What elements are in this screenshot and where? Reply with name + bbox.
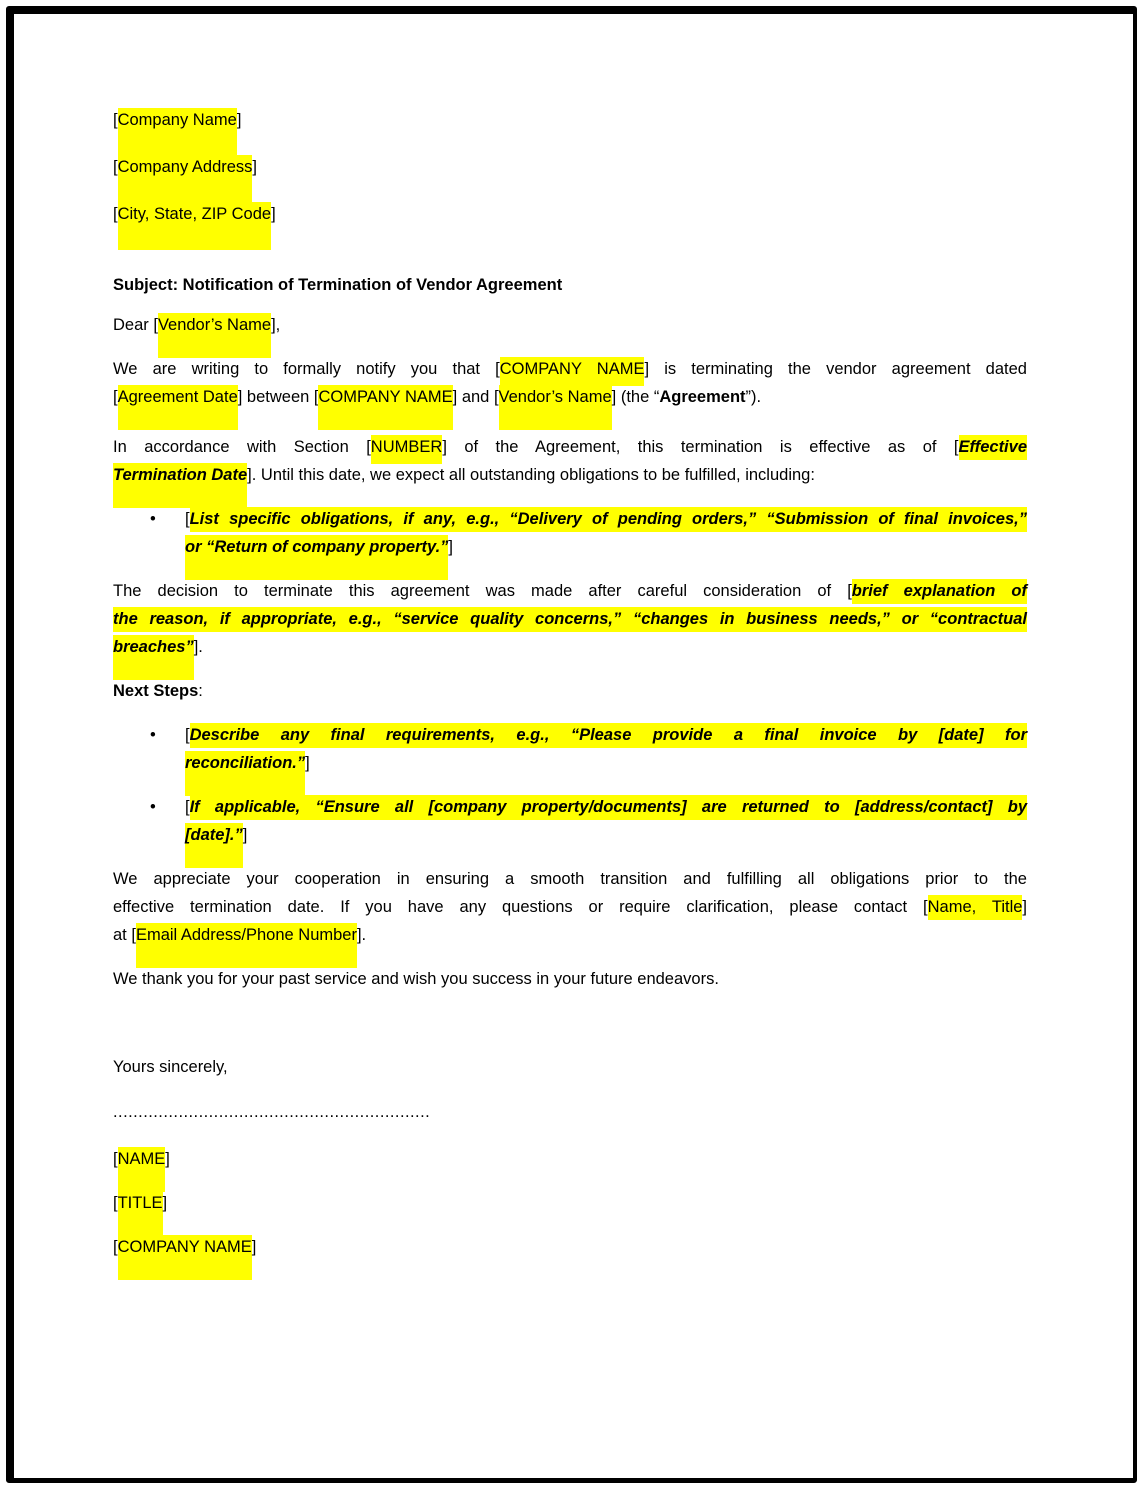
text-segment: : [198, 682, 203, 700]
bullet-marker: • [150, 798, 156, 816]
closing-line [113, 1053, 1027, 1081]
salutation [113, 311, 1027, 339]
address-line-city-state-zip [113, 200, 1027, 228]
text-segment: ] [162, 1194, 168, 1212]
placeholder-termination-date: Termination Date [113, 463, 247, 508]
text-line [113, 577, 1027, 605]
next-steps-label: Next Steps [113, 682, 199, 700]
text-segment: We are writing to formally notify you that [ [113, 360, 500, 378]
text-line [113, 200, 1027, 228]
placeholder-contact-email-phone: Email Address/Phone Number [136, 923, 357, 968]
text-segment: ], [271, 316, 281, 334]
text-segment: ] [236, 111, 242, 129]
text-line [113, 633, 1027, 661]
bullet-marker: • [150, 726, 156, 744]
text-segment: at [ [113, 926, 136, 944]
text-line [113, 1145, 1027, 1173]
text-segment: ]. Until this date, we expect all outstanding obligations to be fulfilled, including: [247, 466, 815, 484]
text-line [113, 921, 1027, 949]
subject-text: Subject: Notification of Termination of Vendor Agreement [113, 276, 563, 294]
text-line [185, 821, 1027, 849]
text-line [185, 749, 1027, 777]
placeholder-agreement-date: Agreement Date [118, 385, 238, 430]
signature-dotted-line [113, 1098, 1027, 1126]
address-line-company-address [113, 153, 1027, 181]
letter-content [113, 106, 1027, 1277]
placeholder-property-return: If applicable, “Ensure all [company property/documents] are returned to [address/contact] by [190, 795, 1027, 820]
text-segment: Dear [ [113, 316, 158, 334]
text-segment: In accordance with Section [ [113, 438, 371, 456]
text-segment: [ [113, 205, 118, 223]
bullet-property-return [113, 793, 1027, 849]
text-line [113, 153, 1027, 181]
bullet-final-requirements [113, 721, 1027, 777]
signature-name-line [113, 1145, 1027, 1173]
text-segment: ] [165, 1150, 170, 1168]
paragraph-notification [113, 355, 1027, 411]
text-line [113, 311, 1027, 339]
placeholder-signer-title: TITLE [118, 1191, 163, 1236]
bullet-text [185, 505, 1027, 561]
text-segment: ] [305, 754, 310, 772]
text-line [185, 793, 1027, 821]
text-line [113, 1098, 1027, 1126]
placeholder-reason: breaches” [113, 635, 194, 680]
text-segment: ] is terminating the vendor agreement dated [644, 360, 1027, 378]
text-segment: ] [252, 158, 258, 176]
subject-line [113, 271, 1027, 299]
text-segment: We appreciate your cooperation in ensuring a smooth transition and fulfilling all obligations prior to the [113, 870, 1027, 888]
text-segment: ] between [ [237, 388, 319, 406]
placeholder-termination-date: Effective [959, 435, 1027, 460]
bullet-marker: • [150, 510, 156, 528]
text-segment: ”). [745, 388, 762, 406]
text-line [113, 433, 1027, 461]
text-line [113, 605, 1027, 633]
text-segment: [ [113, 1150, 118, 1168]
text-segment: We thank you for your past service and wish you success in your future endeavors. [113, 970, 719, 988]
placeholder-city-state-zip: City, State, ZIP Code [118, 202, 271, 250]
text-segment: Agreement [659, 388, 746, 406]
placeholder-property-return: [date].” [185, 823, 243, 868]
placeholder-contact-name-title: Name, Title [928, 895, 1023, 920]
text-segment: ] [448, 538, 454, 556]
text-segment: [ [185, 726, 190, 744]
text-line [185, 721, 1027, 749]
text-line [113, 677, 1027, 705]
placeholder-reason: brief explanation of [852, 579, 1027, 604]
placeholder-vendor-name: Vendor’s Name [499, 385, 612, 430]
paragraph-cooperation [113, 865, 1027, 949]
text-segment: ] and [ [452, 388, 499, 406]
text-segment: The decision to terminate this agreement was made after careful consideration of [ [113, 582, 852, 600]
placeholder-final-requirements: reconciliation.” [185, 751, 305, 796]
text-segment: ] [251, 1238, 257, 1256]
next-steps-heading [113, 677, 1027, 705]
text-line [113, 1053, 1027, 1081]
placeholder-company-address: Company Address [118, 155, 253, 203]
signature-title-line [113, 1189, 1027, 1217]
text-line [113, 106, 1027, 134]
text-line [113, 461, 1027, 489]
placeholder-signer-name: NAME [118, 1147, 166, 1192]
text-segment: ]. [356, 926, 367, 944]
text-segment: [ [185, 510, 190, 528]
bullet-obligations [113, 505, 1027, 561]
placeholder-company-name: COMPANY NAME [500, 357, 645, 386]
text-segment: [ [113, 158, 118, 176]
text-segment: ] (the “ [611, 388, 660, 406]
bullet-text [185, 721, 1027, 777]
text-line [113, 271, 1027, 299]
text-segment: [ [113, 1194, 118, 1212]
paragraph-thanks [113, 965, 1027, 993]
placeholder-final-requirements: Describe any final requirements, e.g., “Please provide a final invoice by [date] for [190, 723, 1027, 748]
placeholder-company-name: COMPANY NAME [318, 385, 452, 430]
text-segment: ]. [193, 638, 203, 656]
paragraph-effective-date [113, 433, 1027, 489]
placeholder-obligations: or “Return of company property.” [185, 535, 448, 580]
text-segment: [ [113, 388, 118, 406]
bullet-text [185, 793, 1027, 849]
text-line [185, 505, 1027, 533]
signature-company-line [113, 1233, 1027, 1261]
text-line [113, 355, 1027, 383]
placeholder-company-name: Company Name [118, 108, 237, 156]
address-line-company-name [113, 106, 1027, 134]
text-line [113, 965, 1027, 993]
text-segment: [ [185, 798, 190, 816]
signature-dots: ............................................................... [113, 1103, 431, 1121]
placeholder-signer-company: COMPANY NAME [118, 1235, 252, 1280]
text-line [113, 1233, 1027, 1261]
paragraph-reason [113, 577, 1027, 661]
text-line [113, 893, 1027, 921]
text-line [113, 383, 1027, 411]
placeholder-obligations: List specific obligations, if any, e.g., “Delivery of pending orders,” “Submission of final invoices,” [190, 507, 1027, 532]
placeholder-vendor-name: Vendor’s Name [158, 313, 271, 358]
text-segment: effective termination date. If you have any questions or require clarification, please contact [ [113, 898, 928, 916]
placeholder-section-number: NUMBER [371, 435, 443, 464]
placeholder-reason: the reason, if appropriate, e.g., “service quality concerns,” “changes in business needs,” or “contractual [113, 607, 1027, 632]
text-segment: ] [271, 205, 276, 223]
text-line [113, 1189, 1027, 1217]
text-segment: ] of the Agreement, this termination is effective as of [ [442, 438, 959, 456]
text-segment: Yours sincerely, [113, 1058, 228, 1076]
text-line [113, 865, 1027, 893]
text-segment: [ [113, 111, 118, 129]
text-segment: [ [113, 1238, 118, 1256]
text-segment: ] [1022, 898, 1028, 916]
text-segment: ] [242, 826, 248, 844]
text-line [185, 533, 1027, 561]
